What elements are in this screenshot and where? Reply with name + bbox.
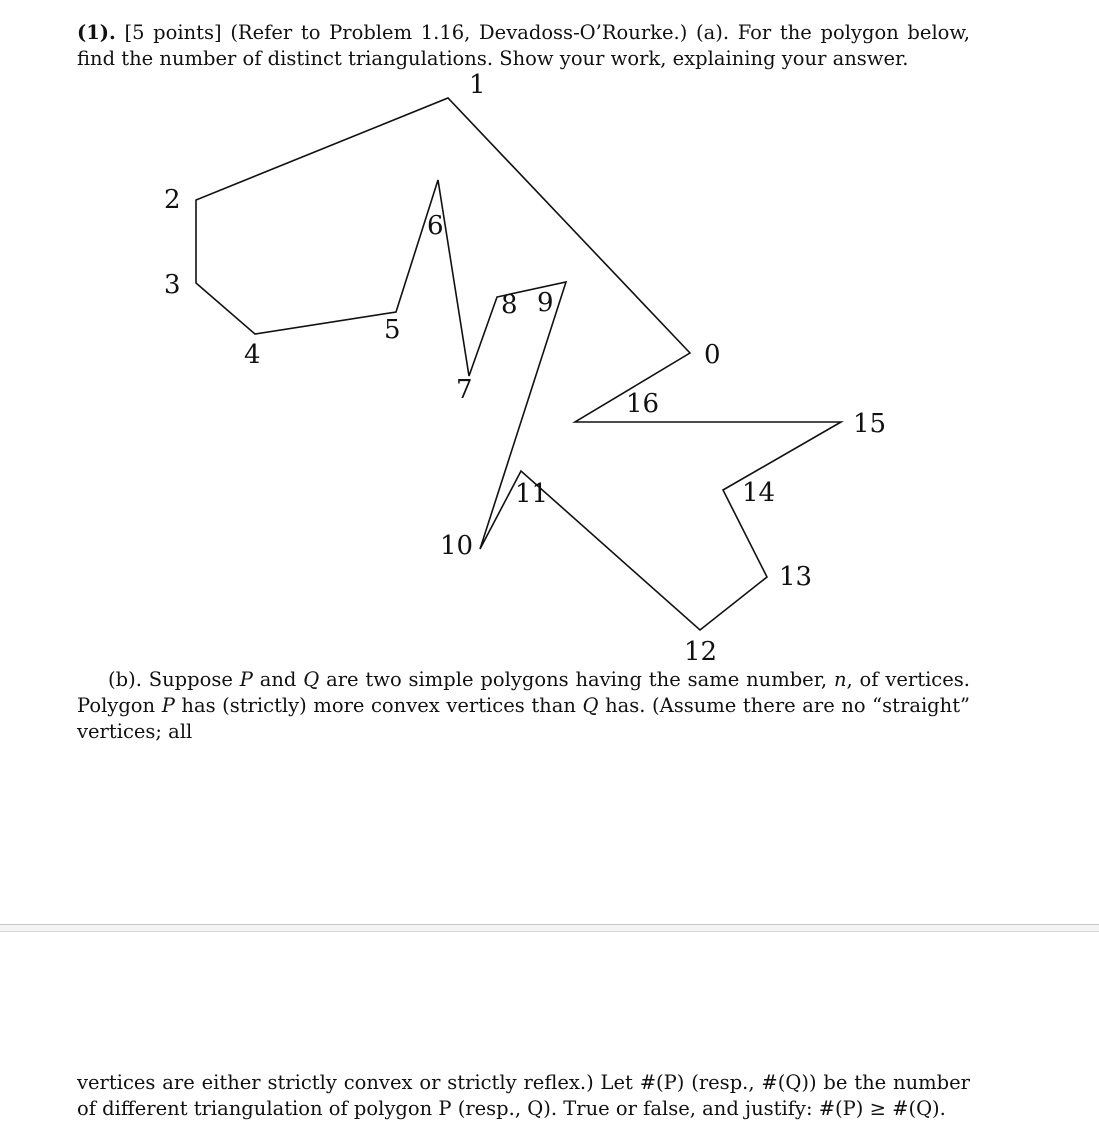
vertex-labels: [164, 70, 886, 667]
part-b-text-4: has (strictly) more convex vertices than: [181, 694, 576, 717]
vertex-label-2: 2: [164, 185, 181, 215]
part-b-text-1: Suppose: [148, 668, 233, 691]
page-divider: [0, 924, 1099, 932]
vertex-label-4: 4: [244, 340, 261, 370]
vertex-label-0: 0: [704, 340, 721, 370]
vertex-label-7: 7: [456, 375, 473, 405]
part-b-text-2: are two simple polygons having the same number,: [326, 668, 828, 691]
symbol-p-2: P: [161, 694, 175, 717]
problem-number: (1).: [77, 21, 116, 44]
symbol-q: Q: [303, 668, 320, 691]
problem-points: [5 points]: [124, 21, 222, 44]
vertex-label-16: 16: [626, 389, 660, 419]
part-a-label: (a).: [695, 21, 730, 44]
part-b-continued-paragraph: vertices are either strictly convex or strictly reflex.) Let #(P) (resp., #(Q)) be the number of different triangulation of polygon P (resp., Q). True or false, and justify: #(P) ≥ #(Q).: [77, 1071, 970, 1120]
vertex-label-13: 13: [779, 562, 813, 592]
part-b-paragraph: [77, 667, 970, 745]
vertex-label-6: 6: [427, 211, 444, 241]
vertex-label-15: 15: [853, 409, 887, 439]
symbol-q-2: Q: [582, 694, 599, 717]
part-b-label: (b).: [108, 668, 142, 691]
part-a-text: For the polygon below, find the number of distinct triangulations. Show your work, explaining your answer.: [77, 21, 970, 70]
part-b-and: and: [259, 668, 297, 691]
symbol-n: n: [833, 668, 847, 691]
vertex-label-11: 11: [515, 479, 549, 509]
part-a-paragraph: [77, 20, 970, 72]
vertex-label-8: 8: [501, 290, 518, 320]
vertex-label-10: 10: [440, 531, 474, 561]
vertex-label-5: 5: [384, 315, 401, 345]
polygon-outline: [196, 98, 841, 630]
vertex-label-9: 9: [537, 288, 554, 318]
symbol-p: P: [239, 668, 253, 691]
problem-reference: (Refer to Problem 1.16, Devadoss-O’Rourke.): [230, 21, 688, 44]
part-b-text-5: has. (Assume there are no “straight” vertices; all: [77, 694, 971, 743]
part-b-text-3: , of vertices. Polygon: [77, 668, 970, 717]
vertex-label-1: 1: [469, 70, 486, 100]
vertex-label-12: 12: [684, 637, 718, 667]
vertex-label-14: 14: [742, 478, 776, 508]
vertex-label-3: 3: [164, 270, 181, 300]
